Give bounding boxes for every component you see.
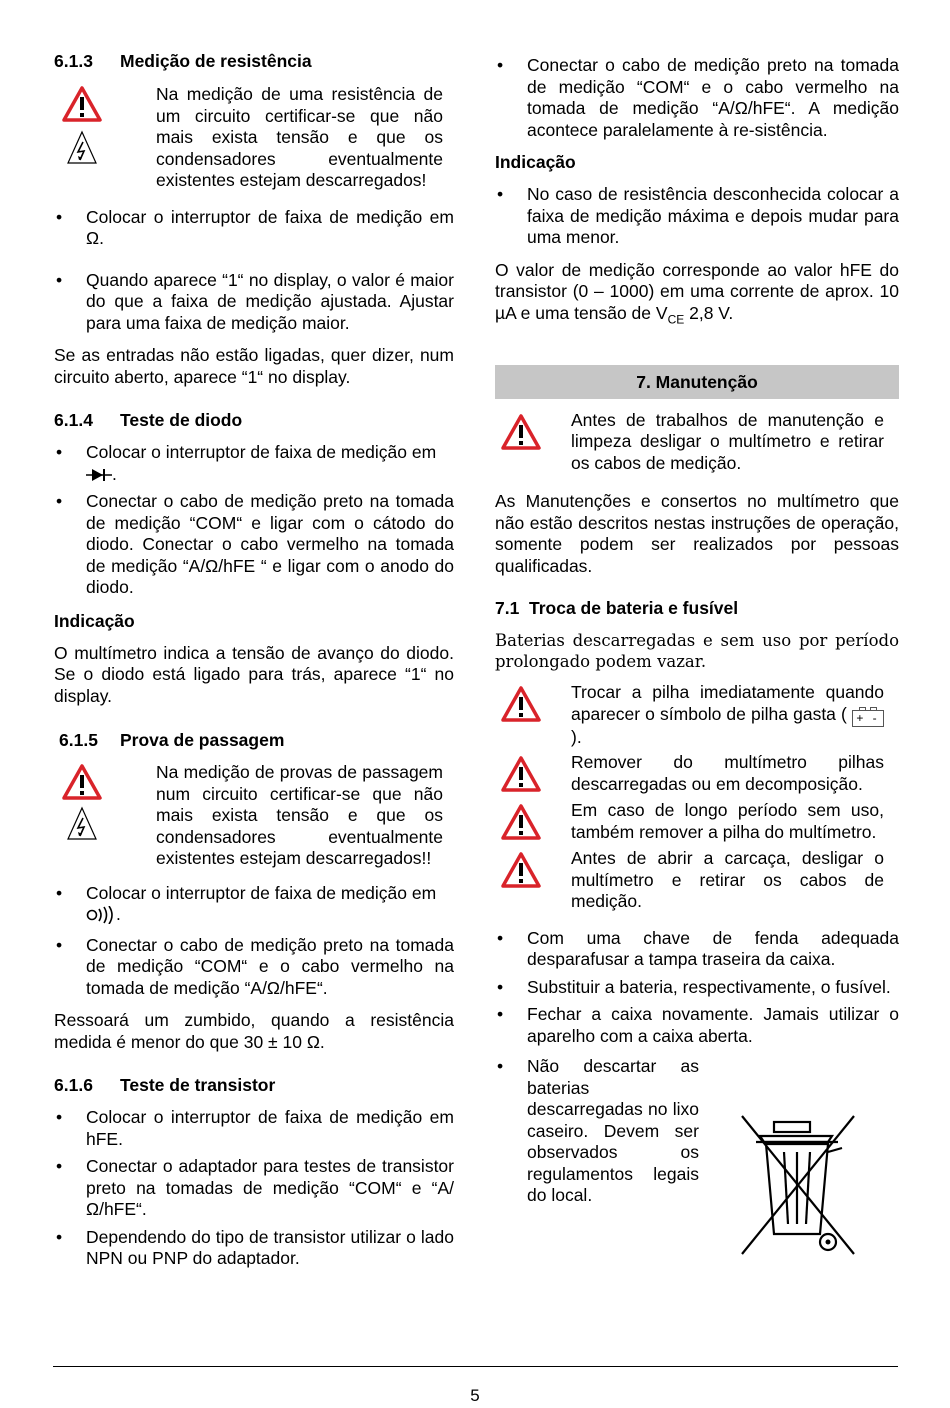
list-item: • Substituir a bateria, respectivamente, o fusível. xyxy=(495,977,899,999)
paragraph: Se as entradas não estão ligadas, quer dizer, num circuito aberto, aparece “1“ no display. xyxy=(54,345,454,387)
warning-text: Trocar a pilha imediatamente quando aparecer o símbolo de pilha gasta ( + -). xyxy=(571,682,884,747)
heading-7-1: 7.1 Troca de bateria e fusível xyxy=(495,598,739,618)
list-6-1-6 xyxy=(54,1107,454,1270)
list-item: • Conectar o adaptador para testes de transistor preto na tomadas de medição “COM“ e “A/Ω/hFE“. xyxy=(54,1156,454,1221)
list-item: • Não descartar as baterias descarregadas no lixo caseiro. Devem ser observados os regulamentos legais do local. xyxy=(495,1056,699,1207)
subheading-indicacao: Indicação xyxy=(54,610,135,631)
right-column xyxy=(495,50,899,1207)
list-item: • Com uma chave de fenda adequada desparafusar a tampa traseira da caixa. xyxy=(495,928,899,971)
warning-text: Remover do multímetro pilhas descarregadas ou em decomposição. xyxy=(571,752,884,794)
warning-block-battery-1 xyxy=(495,682,899,748)
section-band-manutencao: 7. Manutenção xyxy=(495,365,899,399)
warning-text: Em caso de longo período sem uso, também remover a pilha do multímetro. xyxy=(571,800,884,842)
list-6-1-5 xyxy=(54,883,454,1000)
list-item: • Conectar o cabo de medição preto na tomada de medição “COM“ e o cabo vermelho na tomada de medição “A/Ω/hFE“. xyxy=(54,935,454,1000)
list-item: • Conectar o cabo de medição preto na tomada de medição “COM“ e ligar com o cátodo do diodo. Conectar o cabo vermelho na tomada de medição “A/Ω/hFE “ e ligar com o anodo do diodo. xyxy=(54,491,454,599)
diode-icon xyxy=(86,468,112,482)
heading-6-1-5: 6.1.5 Prova de passagem xyxy=(59,730,285,750)
warning-triangle-icon xyxy=(62,86,102,122)
list-indicacao xyxy=(495,184,899,249)
warning-text: Na medição de provas de passagem num circuito certificar-se que não mais exista tensão e que os condensadores eventualmente existentes estejam descarregados!! xyxy=(156,762,443,868)
high-voltage-icon xyxy=(66,806,98,842)
page-number: 5 xyxy=(470,1386,480,1405)
list-item: • Colocar o interruptor de faixa de medição em Ω. xyxy=(54,207,454,250)
crossed-bin-icon xyxy=(732,1112,862,1262)
warning-block-continuity xyxy=(54,762,454,870)
list-item: • No caso de resistência desconhecida colocar a faixa de medição máxima e depois mudar para uma menor. xyxy=(495,184,899,249)
footer-divider xyxy=(53,1366,898,1367)
paragraph: O multímetro indica a tensão de avanço do diodo. Se o diodo está ligado para trás, aparece “1“ no display. xyxy=(54,642,454,706)
warning-triangle-icon xyxy=(501,852,541,888)
paragraph-battery-leak: Baterias descarregadas e sem uso por período prolongado podem vazar. xyxy=(495,631,899,671)
paragraph-hfe: O valor de medição corresponde ao valor hFE do transistor (0 – 1000) em uma corrente de aprox. 10 µA e uma tensão de $V_{CE}$ 2,8 V. xyxy=(495,259,899,326)
warning-triangle-icon xyxy=(501,756,541,792)
list-6-1-3 xyxy=(54,207,454,335)
list-top xyxy=(495,55,899,141)
paragraph: Ressoará um zumbido, quando a resistência medida é menor do que 30 ± 10 Ω. xyxy=(54,1010,454,1052)
list-item: • Quando aparece “1“ no display, o valor é maior do que a faixa de medição ajustada. Ajustar para uma faixa de medição maior. xyxy=(54,270,454,335)
heading-6-1-6: 6.1.6 Teste de transistor xyxy=(54,1075,276,1095)
list-item: • Fechar a caixa novamente. Jamais utilizar o aparelho com a caixa aberta. xyxy=(495,1004,899,1047)
warning-text: Antes de trabalhos de manutenção e limpeza desligar o multímetro e retirar os cabos de medição. xyxy=(571,409,884,473)
warning-block-battery-3 xyxy=(495,800,899,843)
warning-triangle-icon xyxy=(62,764,102,800)
warning-block-battery-4 xyxy=(495,848,899,913)
warning-text: Na medição de uma resistência de um circuito certificar-se que não mais exista tensão e que os condensadores eventualmente existentes estejam descarregados! xyxy=(156,84,443,190)
warning-text: Antes de abrir a carcaça, desligar o multímetro e retirar os cabos de medição. xyxy=(571,848,884,911)
list-item: • Colocar o interruptor de faixa de medição em hFE. xyxy=(54,1107,454,1150)
paragraph: As Manutenções e consertos no multímetro que não estão descritos nestas instruções de operação, somente podem ser realizados por pessoas qualificadas. xyxy=(495,491,899,576)
heading-6-1-4: 6.1.4 Teste de diodo xyxy=(54,410,243,430)
list-item: • Colocar o interruptor de faixa de medição em . xyxy=(54,442,454,485)
battery-icon: + - xyxy=(852,710,884,727)
heading-6-1-3: 6.1.3 Medição de resistência xyxy=(54,51,312,71)
left-column xyxy=(54,50,454,1270)
warning-block-battery-2 xyxy=(495,752,899,795)
list-6-1-4 xyxy=(54,442,454,599)
warning-block-resistance xyxy=(54,84,454,192)
warning-triangle-icon xyxy=(501,686,541,722)
high-voltage-icon xyxy=(66,130,98,166)
warning-triangle-icon xyxy=(501,414,541,450)
warning-triangle-icon xyxy=(501,804,541,840)
list-item: • Conectar o cabo de medição preto na tomada de medição “COM“ e o cabo vermelho na tomada de medição “A/Ω/hFE“. A medição acontece paralelamente à re-sistência. xyxy=(495,55,899,141)
list-item: • Dependendo do tipo de transistor utilizar o lado NPN ou PNP do adaptador. xyxy=(54,1227,454,1270)
continuity-sound-icon xyxy=(86,906,116,924)
warning-block-maintenance xyxy=(495,410,899,475)
subheading-indicacao: Indicação xyxy=(495,152,576,172)
list-item: • Colocar o interruptor de faixa de medição em . xyxy=(54,883,454,926)
